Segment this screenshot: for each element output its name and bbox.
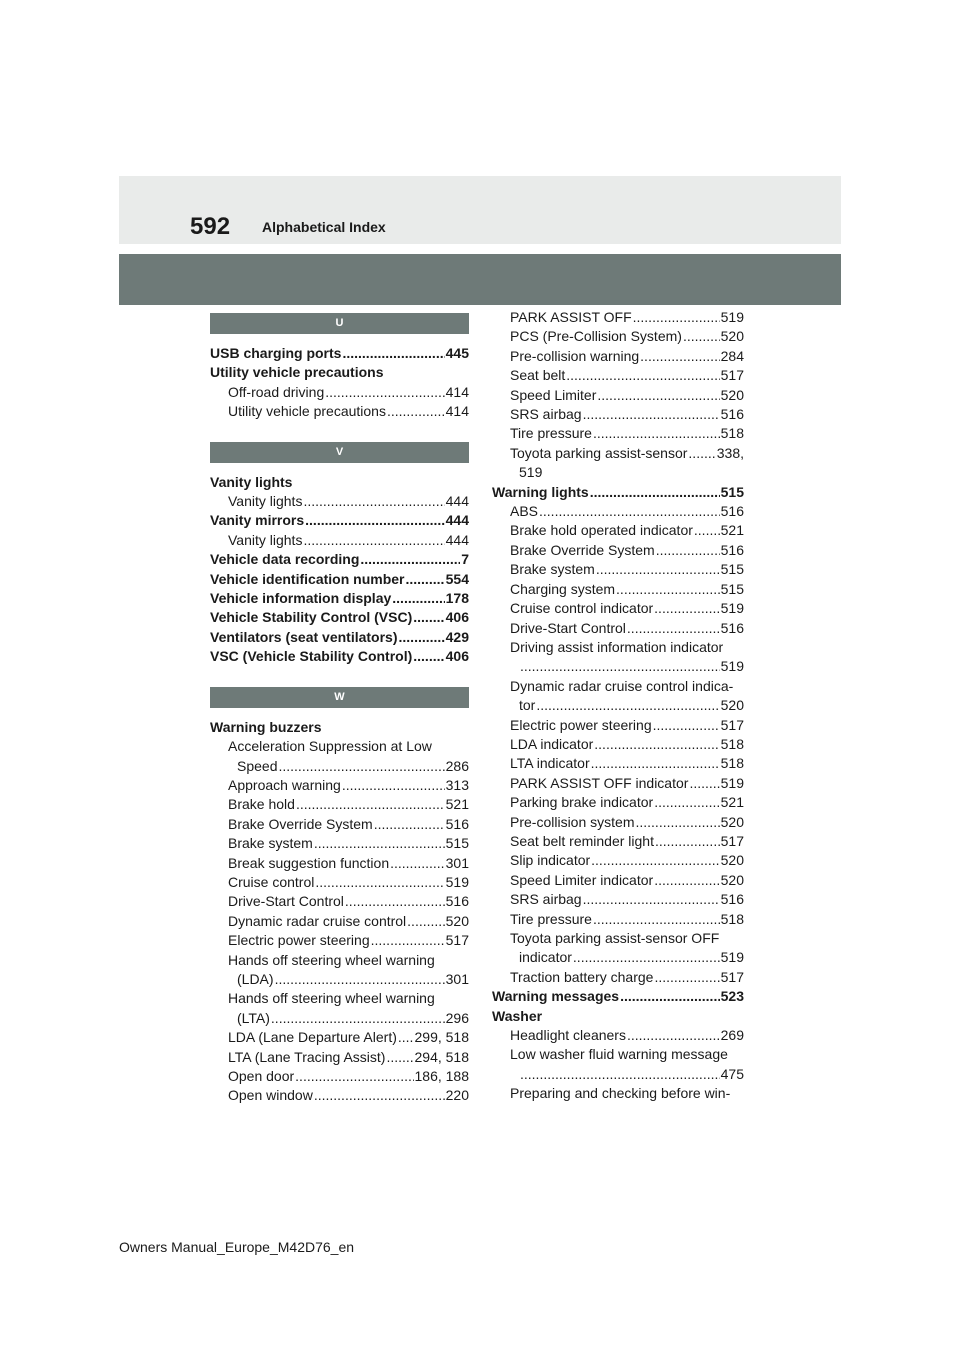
- index-entry: Toyota parking assist-sensor ..... 338,: [492, 444, 744, 463]
- page-number: 592: [190, 213, 231, 240]
- index-entry: ..... 519: [492, 657, 744, 676]
- index-entry: Slip indicator ..... 520: [492, 851, 744, 870]
- index-column-right: [492, 308, 744, 1104]
- index-entry: Electric power steering ..... 517: [210, 931, 469, 950]
- index-entry: Pre-collision system ..... 520: [492, 813, 744, 832]
- index-entry: Speed Limiter ..... 520: [492, 386, 744, 405]
- index-entry: (LDA) ..... 301: [210, 970, 469, 989]
- index-entry: Brake Override System ..... 516: [210, 815, 469, 834]
- page-title: Alphabetical Index: [262, 219, 386, 235]
- index-entry: Brake hold ..... 521: [210, 795, 469, 814]
- index-entry: indicator ..... 519: [492, 948, 744, 967]
- index-entry: LDA indicator ..... 518: [492, 735, 744, 754]
- index-entry: Traction battery charge ..... 517: [492, 968, 744, 987]
- index-heading: Utility vehicle precautions: [210, 364, 384, 381]
- index-entry: Parking brake indicator ..... 521: [492, 793, 744, 812]
- index-entry: Electric power steering ..... 517: [492, 716, 744, 735]
- index-entry: Dynamic radar cruise control ..... 520: [210, 912, 469, 931]
- index-entry: Warning messages ..... 523: [492, 987, 744, 1006]
- index-entry: Utility vehicle precautions ..... 414: [210, 402, 469, 421]
- index-entry: PCS (Pre-Collision System) ..... 520: [492, 327, 744, 346]
- index-entry-text: Preparing and checking before win-: [510, 1085, 731, 1102]
- index-entry: LTA (Lane Tracing Assist) ..... 294, 518: [210, 1048, 469, 1067]
- index-entry: Cruise control ..... 519: [210, 873, 469, 892]
- index-entry: Vanity lights ..... 444: [210, 531, 469, 550]
- index-entry: Speed Limiter indicator ..... 520: [492, 871, 744, 890]
- index-entry-text: Driving assist information indicator: [510, 638, 724, 655]
- index-entry: Drive-Start Control ..... 516: [210, 892, 469, 911]
- index-entry-text: Toyota parking assist-sensor OFF: [510, 930, 720, 946]
- index-entry: Brake hold operated indicator ..... 521: [492, 521, 744, 540]
- index-entry: Vanity mirrors ..... 444: [210, 511, 469, 530]
- index-entry: Vehicle data recording ..... 7: [210, 550, 469, 569]
- index-entry: Seat belt reminder light ..... 517: [492, 832, 744, 851]
- index-entry: Vehicle information display ..... 178: [210, 589, 469, 608]
- index-entry: ..... 475: [492, 1065, 744, 1084]
- index-entry: Headlight cleaners ..... 269: [492, 1026, 744, 1045]
- index-entry: LTA indicator ..... 518: [492, 754, 744, 773]
- index-entry: ABS ..... 516: [492, 502, 744, 521]
- footer-text: Owners Manual_Europe_M42D76_en: [119, 1239, 355, 1255]
- index-entry: Pre-collision warning ..... 284: [492, 347, 744, 366]
- index-entry: Vehicle identification number ..... 554: [210, 570, 469, 589]
- index-entry: Brake Override System ..... 516: [492, 541, 744, 560]
- section-header-v: V: [210, 442, 469, 463]
- index-heading: Washer: [492, 1007, 543, 1024]
- index-heading: Warning buzzers: [210, 718, 322, 735]
- index-entry: VSC (Vehicle Stability Control) ..... 406: [210, 647, 469, 666]
- index-entry: tor ..... 520: [492, 696, 744, 715]
- index-entry: Approach warning ..... 313: [210, 776, 469, 795]
- index-column-left: [210, 313, 469, 1106]
- index-entry: Brake system ..... 515: [492, 560, 744, 579]
- index-entry-text: 519: [519, 464, 543, 481]
- index-entry-text: Acceleration Suppression at Low: [228, 738, 432, 755]
- index-entry: PARK ASSIST OFF ..... 519: [492, 308, 744, 327]
- index-entry: Charging system ..... 515: [492, 580, 744, 599]
- index-entry-text: Dynamic radar cruise control indica-: [510, 677, 734, 694]
- index-entry: SRS airbag ..... 516: [492, 890, 744, 909]
- index-entry: Tire pressure ..... 518: [492, 910, 744, 929]
- section-header-u: U: [210, 313, 469, 334]
- index-heading: Vanity lights: [210, 473, 293, 490]
- index-entry: Warning lights ..... 515: [492, 483, 744, 502]
- index-entry-text: Low washer fluid warning message: [510, 1046, 728, 1063]
- index-entry: Break suggestion function ..... 301: [210, 854, 469, 873]
- header-dark-band: [119, 254, 841, 305]
- index-entry: Seat belt ..... 517: [492, 366, 744, 385]
- index-entry: Vanity lights ..... 444: [210, 492, 469, 511]
- index-entry: Ventilators (seat ventilators) ..... 429: [210, 628, 469, 647]
- index-entry-text: Hands off steering wheel warning: [228, 990, 435, 1007]
- index-entry: PARK ASSIST OFF indicator ..... 519: [492, 774, 744, 793]
- index-entry: LDA (Lane Departure Alert) ..... 299, 518: [210, 1028, 469, 1047]
- index-entry: Speed ..... 286: [210, 757, 469, 776]
- index-entry: USB charging ports ..... 445: [210, 344, 469, 363]
- index-entry: SRS airbag ..... 516: [492, 405, 744, 424]
- index-entry: Brake system ..... 515: [210, 834, 469, 853]
- index-entry: Off-road driving ..... 414: [210, 383, 469, 402]
- index-entry: Vehicle Stability Control (VSC) ..... 406: [210, 608, 469, 627]
- index-entry: (LTA) ..... 296: [210, 1009, 469, 1028]
- index-entry: Tire pressure ..... 518: [492, 424, 744, 443]
- index-entry-text: Hands off steering wheel warning: [228, 951, 435, 968]
- index-entry: Open window ..... 220: [210, 1086, 469, 1105]
- index-entry: Drive-Start Control ..... 516: [492, 619, 744, 638]
- index-entry: Cruise control indicator ..... 519: [492, 599, 744, 618]
- section-header-w: W: [210, 687, 469, 708]
- index-entry: Open door ..... 186, 188: [210, 1067, 469, 1086]
